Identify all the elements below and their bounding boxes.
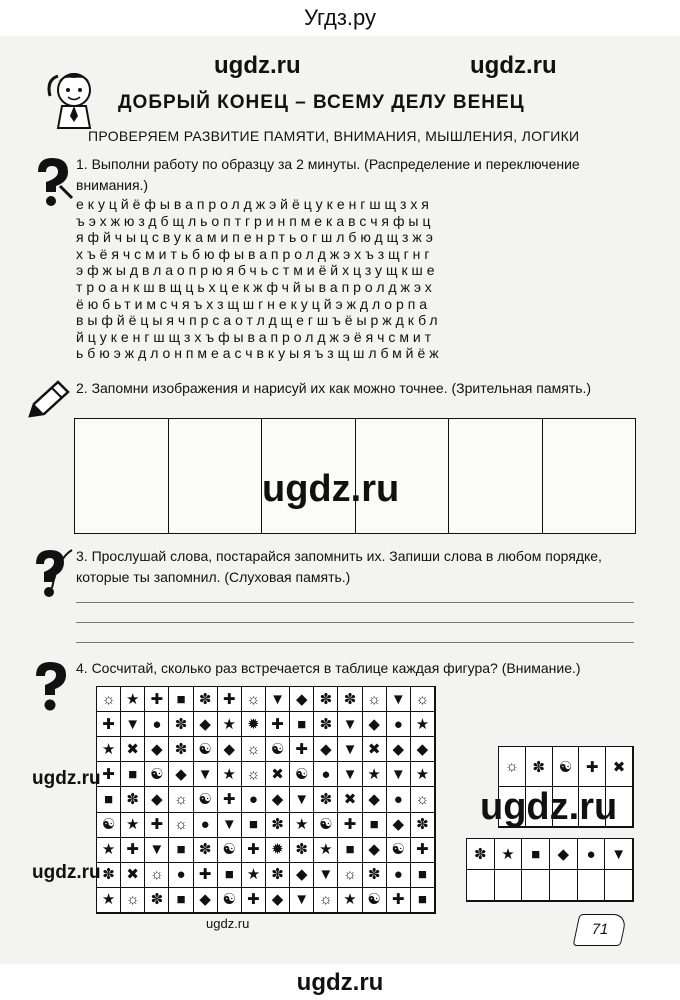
symbol-cell: ✚ (194, 863, 218, 888)
girl-mascot-icon (44, 66, 102, 130)
symbol-cell: ● (194, 813, 218, 838)
symbol-cell: ✹ (242, 712, 266, 737)
symbol-cell: ● (314, 762, 338, 787)
symbol-cell: ■ (218, 863, 242, 888)
answer-count-cell[interactable] (467, 870, 495, 901)
symbol-cell: ★ (338, 888, 362, 913)
symbol-cell: ▼ (218, 813, 242, 838)
symbol-cell: ▼ (387, 687, 411, 712)
page-number: 71 (573, 914, 628, 946)
answer-table-2 (466, 838, 634, 902)
symbol-cell: ✚ (242, 838, 266, 863)
symbol-cell: ◆ (314, 737, 338, 762)
symbol-cell: ● (145, 712, 169, 737)
answer-symbol-cell: ✚ (579, 747, 606, 787)
symbol-cell: ✚ (218, 787, 242, 812)
symbol-cell: ◆ (387, 813, 411, 838)
symbol-cell: ✚ (145, 813, 169, 838)
answer-symbol-cell: ● (578, 839, 606, 870)
symbol-cell: ■ (97, 787, 121, 812)
answer-count-cell[interactable] (495, 870, 523, 901)
symbol-cell: ✽ (266, 813, 290, 838)
symbol-cell: ■ (121, 762, 145, 787)
symbol-cell: ✽ (314, 712, 338, 737)
site-footer: ugdz.ru (296, 969, 384, 996)
drawing-cell[interactable] (449, 419, 543, 533)
letter-row: троанкшвщцьхцекжфчйывапролджэх (76, 278, 436, 295)
page-subtitle: ПРОВЕРЯЕМ РАЗВИТИЕ ПАМЯТИ, ВНИМАНИЯ, МЫШЛЕНИЯ, ЛОГИКИ (88, 128, 580, 144)
symbol-cell: ★ (121, 813, 145, 838)
symbol-cell: ✽ (169, 737, 193, 762)
symbol-cell: ☯ (218, 838, 242, 863)
symbol-cell: ☯ (387, 838, 411, 863)
symbol-cell: ✽ (121, 787, 145, 812)
symbol-cell: ✖ (121, 737, 145, 762)
answer-symbol-cell: ◆ (550, 839, 578, 870)
symbol-cell: ● (387, 787, 411, 812)
answer-line[interactable] (76, 602, 634, 603)
symbol-cell: ★ (121, 687, 145, 712)
symbol-cell: ☼ (242, 687, 266, 712)
symbol-cell: ▼ (338, 762, 362, 787)
symbol-cell: ◆ (194, 712, 218, 737)
symbol-cell: ✽ (411, 813, 435, 838)
symbol-cell: ◆ (363, 712, 387, 737)
symbol-cell: ☼ (411, 687, 435, 712)
symbol-cell: ★ (242, 863, 266, 888)
watermark: ugdz.ru (214, 52, 301, 79)
letter-row: хъёячсмитьбюфывапролджэхъзщгнг (76, 245, 434, 262)
answer-line[interactable] (76, 642, 634, 643)
symbol-cell: ★ (218, 712, 242, 737)
watermark: ugdz.ru (32, 768, 101, 789)
symbol-cell: ☯ (363, 888, 387, 913)
symbol-cell: ◆ (266, 888, 290, 913)
symbol-cell: ☯ (194, 787, 218, 812)
symbol-cell: ◆ (145, 787, 169, 812)
symbol-cell: ◆ (169, 762, 193, 787)
watermark: ugdz.ru (32, 862, 101, 883)
symbol-cell: ☯ (314, 813, 338, 838)
watermark: ugdz.ru (262, 468, 400, 510)
answer-symbol-cell: ▼ (605, 839, 633, 870)
symbol-cell: ✚ (266, 712, 290, 737)
symbol-cell: ✚ (387, 888, 411, 913)
symbol-cell: ✚ (121, 838, 145, 863)
symbol-cell: ★ (290, 813, 314, 838)
symbol-cell: ✚ (218, 687, 242, 712)
answer-count-cell[interactable] (605, 870, 633, 901)
symbol-cell: ● (387, 863, 411, 888)
symbol-cell: ★ (411, 712, 435, 737)
drawing-cell[interactable] (169, 419, 263, 533)
symbol-cell: ▼ (314, 863, 338, 888)
symbol-cell: ▼ (121, 712, 145, 737)
symbol-cell: ■ (169, 687, 193, 712)
letter-row: яфйчыцсвукамипенртьогшлбюдщзжэ (76, 229, 437, 246)
answer-count-cell[interactable] (522, 870, 550, 901)
watermark: ugdz.ru (480, 786, 618, 828)
symbol-cell: ◆ (411, 737, 435, 762)
watermark: ugdz.ru (470, 52, 557, 79)
symbol-cell: ✖ (266, 762, 290, 787)
symbol-cell: ◆ (290, 687, 314, 712)
watermark: ugdz.ru (206, 916, 250, 931)
symbol-cell: ☼ (97, 687, 121, 712)
symbol-cell: ✖ (121, 863, 145, 888)
symbol-cell: ▼ (194, 762, 218, 787)
symbol-cell: ★ (97, 888, 121, 913)
symbol-cell: ☯ (218, 888, 242, 913)
symbol-cell: ☼ (363, 687, 387, 712)
symbol-cell: ◆ (387, 737, 411, 762)
symbol-cell: ✖ (363, 737, 387, 762)
symbol-cell: ✚ (290, 737, 314, 762)
answer-symbol-cell: ★ (495, 839, 523, 870)
letter-row: йцукенгшщзхъфывапролджэёячсмит (76, 328, 436, 345)
symbol-cell: ● (169, 863, 193, 888)
letter-row: ьбюэждлонпмеасчвкуыяъзщшлбмйёж (76, 345, 443, 362)
symbol-cell: ✚ (338, 813, 362, 838)
symbol-cell: ☼ (411, 787, 435, 812)
letter-row: выфйёцыячпрсаотлдщегшъёырждкбл (76, 312, 442, 329)
symbol-cell: ▼ (338, 737, 362, 762)
symbol-cell: ✚ (411, 838, 435, 863)
site-header: Угдз.ру (303, 5, 377, 30)
symbol-cell: ✽ (97, 863, 121, 888)
answer-symbol-cell: ✖ (606, 747, 633, 787)
symbol-cell: ✽ (363, 863, 387, 888)
task-4-text: 4. Сосчитай, сколько раз встречается в таблице каждая фигура? (Внимание.) (76, 660, 581, 676)
symbol-cell: ★ (97, 737, 121, 762)
symbol-cell: ◆ (363, 838, 387, 863)
symbol-table (96, 686, 436, 914)
symbol-cell: ☯ (194, 737, 218, 762)
symbol-cell: ■ (169, 838, 193, 863)
task-1-text: 1. Выполни работу по образцу за 2 минуты. (Распределение и переключение внимания.) (76, 156, 580, 193)
symbol-cell: ◆ (194, 888, 218, 913)
symbol-cell: ✖ (338, 787, 362, 812)
answer-line[interactable] (76, 622, 634, 623)
symbol-cell: ☼ (338, 863, 362, 888)
symbol-cell: ✽ (145, 888, 169, 913)
answer-count-cell[interactable] (550, 870, 578, 901)
symbol-cell: ■ (411, 888, 435, 913)
symbol-cell: ◆ (290, 863, 314, 888)
symbol-cell: ☼ (314, 888, 338, 913)
symbol-cell: ☼ (145, 863, 169, 888)
symbol-cell: ◆ (363, 787, 387, 812)
question-mark-icon (28, 660, 74, 712)
symbol-cell: ✽ (314, 687, 338, 712)
question-feather-icon (28, 548, 74, 600)
symbol-cell: ✽ (338, 687, 362, 712)
symbol-cell: ● (242, 787, 266, 812)
drawing-cell[interactable] (543, 419, 636, 533)
symbol-cell: ▼ (290, 787, 314, 812)
symbol-cell: ▼ (387, 762, 411, 787)
symbol-cell: ✽ (194, 687, 218, 712)
symbol-cell: ▼ (338, 712, 362, 737)
symbol-cell: ★ (218, 762, 242, 787)
symbol-cell: ■ (338, 838, 362, 863)
symbol-cell: ★ (314, 838, 338, 863)
symbol-cell: ✽ (266, 863, 290, 888)
symbol-cell: ✽ (290, 838, 314, 863)
symbol-cell: ▼ (266, 687, 290, 712)
symbol-cell: ✚ (97, 712, 121, 737)
question-mark-icon (28, 156, 74, 208)
symbol-cell: ☼ (242, 762, 266, 787)
symbol-cell: ■ (411, 863, 435, 888)
answer-count-cell[interactable] (578, 870, 606, 901)
symbol-cell: ✚ (242, 888, 266, 913)
symbol-cell: ■ (242, 813, 266, 838)
pencil-icon (26, 380, 70, 420)
symbol-cell: ■ (169, 888, 193, 913)
page-title: ДОБРЫЙ КОНЕЦ – ВСЕМУ ДЕЛУ ВЕНЕЦ (118, 92, 525, 113)
symbol-cell: ☼ (169, 813, 193, 838)
answer-symbol-cell: ✽ (526, 747, 553, 787)
symbol-cell: ■ (363, 813, 387, 838)
symbol-cell: ★ (97, 838, 121, 863)
answer-symbol-cell: ■ (522, 839, 550, 870)
drawing-cell[interactable] (75, 419, 169, 533)
symbol-cell: ✽ (314, 787, 338, 812)
symbol-cell: ☼ (242, 737, 266, 762)
letter-row: екуцйёфывапролджэйёцукенгшщзхя (76, 196, 433, 212)
task-3-text: 3. Прослушай слова, постарайся запомнить их. Запиши слова в любом порядке, которые ты запомнил. (Слуховая память.) (76, 548, 602, 585)
symbol-cell: ★ (411, 762, 435, 787)
symbol-cell: ◆ (145, 737, 169, 762)
symbol-cell: ☼ (169, 787, 193, 812)
symbol-cell: ● (387, 712, 411, 737)
task-2-text: 2. Запомни изображения и нарисуй их как можно точнее. (Зрительная память.) (76, 380, 592, 396)
symbol-cell: ☼ (121, 888, 145, 913)
symbol-cell: ■ (290, 712, 314, 737)
symbol-cell: ☯ (290, 762, 314, 787)
symbol-cell: ✚ (97, 762, 121, 787)
symbol-cell: ✹ (266, 838, 290, 863)
answer-symbol-cell: ☼ (499, 747, 526, 787)
letter-row: ёюбьтимсчяъхзщшгнекуцйэждлорпа (76, 295, 432, 312)
symbol-cell: ▼ (290, 888, 314, 913)
symbol-cell: ☯ (145, 762, 169, 787)
symbol-cell: ▼ (145, 838, 169, 863)
symbol-cell: ★ (363, 762, 387, 787)
symbol-cell: ◆ (266, 787, 290, 812)
answer-symbol-cell: ☯ (553, 747, 580, 787)
symbol-cell: ☯ (266, 737, 290, 762)
symbol-cell: ✚ (145, 687, 169, 712)
letter-row: ъэхжюздбщльоптгринпмекавсчяфыц (76, 212, 435, 229)
symbol-cell: ✽ (194, 838, 218, 863)
symbol-cell: ☯ (97, 813, 121, 838)
symbol-cell: ✽ (169, 712, 193, 737)
letter-row: эфжыдвлаопрюябчьстмиёйхцзущкше (76, 262, 439, 279)
letter-table (76, 196, 636, 362)
answer-symbol-cell: ✽ (467, 839, 495, 870)
symbol-cell: ◆ (218, 737, 242, 762)
